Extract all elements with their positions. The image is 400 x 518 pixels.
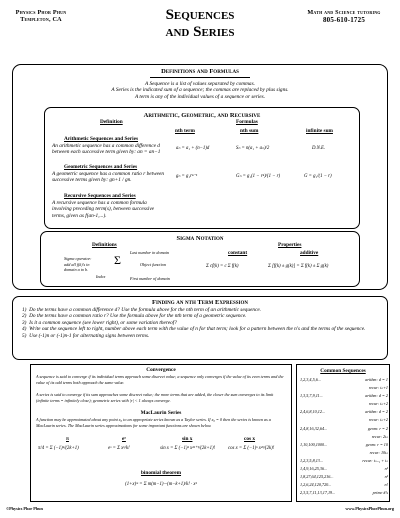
rec-text <box>52 200 182 219</box>
binomial-heading: binomial theorem <box>140 470 182 476</box>
sigma-prop-additive: Σ [f(k) ± g(k)] = Σ f(k) ± Σ g(k) <box>268 264 329 269</box>
geo-infinite-sum: G = g₁/(1 − r) <box>304 174 332 179</box>
agr-col-infinite-sum: infinite sum <box>306 128 333 134</box>
definitions-text <box>40 81 360 100</box>
convergence-heading: Convergence <box>146 367 176 373</box>
nth-q2-text: Do the terms have a common ratio r? Use the formula above for the nth term of a geometric sequence. <box>29 313 247 320</box>
maclaurin-text: A function may be approximated about any point x₀ to an appropriate series known as a Taylor series. If x₀ = 0 then the series is known as a MacLaurin series. The MacLaurin series approximations for some important functions are shown below. <box>36 417 271 428</box>
def-term: A term is any of the individual values of a sequence or series. <box>134 93 266 100</box>
rec-text-1: A recursive sequence has a common formula <box>52 200 147 206</box>
geo-nth-term: gₙ = g₁rⁿ⁻¹ <box>176 174 198 179</box>
common-sequence-row <box>300 449 388 457</box>
company-name: Physics Phor Phun <box>15 9 67 16</box>
common-sequence-description: prime #'s <box>372 490 388 496</box>
formula-ex: eˣ = Σ xᵏ/k! <box>108 446 130 451</box>
sigma-last-number: Last number in domain <box>130 250 169 255</box>
agr-col-nth-sum: nth sum <box>240 128 259 134</box>
phone-number: 805-610-1725 <box>322 16 366 24</box>
sigma-index: Index <box>96 274 106 279</box>
sigma-col-definitions: Definitions <box>92 242 117 248</box>
arith-text-1: An arithmetic sequence has a common difference d <box>52 143 160 149</box>
formula-sin: sin x = Σ (−1)ᵏ x²ᵏ⁺¹/(2k+1)! <box>160 446 216 451</box>
common-sequence-row <box>300 465 388 473</box>
sigma-col-additive: additive <box>300 250 319 256</box>
common-sequence-row <box>300 408 388 416</box>
sigma-col-properties: Properties <box>278 242 302 248</box>
nth-q5: 5) Use (-1)n or (-1)n-1 for alternating signs between terms. <box>22 332 150 339</box>
geo-nth-sum: Gₙ = g₁(1 − rⁿ)/(1 − r) <box>236 174 281 179</box>
nth-q2: 2) Do the terms have a common ratio r? Use the formula above for the nth term of a geometric sequence. <box>22 313 247 320</box>
common-sequence-values: 2,4,8,16,32,64... <box>300 425 328 431</box>
common-sequence-values: 1,3,5,7,9,11... <box>300 393 323 399</box>
geo-title: Geometric Sequences and Series <box>64 164 138 170</box>
lbl-ex: eˣ <box>122 436 126 442</box>
common-sequence-row <box>300 473 388 481</box>
common-sequence-row <box>300 441 388 449</box>
sigma-first-number: First number of domain <box>130 276 170 281</box>
common-sequence-values: 1,2,3,5,8,13... <box>300 457 324 463</box>
lbl-sin: sin x <box>182 436 193 442</box>
rec-title: Recursive Sequences and Series <box>64 193 136 199</box>
common-sequence-description: geom: r = 10 <box>365 441 388 447</box>
sigma-op-2: add all f(k)'s in <box>64 261 90 267</box>
common-sequence-description: recur: tₙ₋₁ + tₙ <box>362 457 388 463</box>
geo-text <box>52 171 172 184</box>
rec-text-3: terms, given as f(an-1,...). <box>52 212 107 219</box>
common-sequence-description: n! <box>384 482 388 488</box>
def-series: A Series is the indicated sum of a sequence; the commas are replaced by plus signs. <box>111 87 289 94</box>
rec-text-2: involving preceding term(s), between successive <box>52 206 155 213</box>
common-sequence-description: arithm: d = 1 <box>365 377 388 382</box>
sigma-symbol: Σ <box>114 253 121 267</box>
def-sequence: A Sequence is a list of values separated by commas. <box>145 81 255 87</box>
arith-text <box>52 143 172 156</box>
nth-q1-text: Do the terms have a common difference d? Use the formula above for the nth term of an arithmetic sequence. <box>29 307 261 313</box>
common-sequence-description: recur: 10tₙ <box>369 449 388 455</box>
heading-underline <box>150 77 250 78</box>
common-sequence-values: 1,2,3,4,5,6... <box>300 377 321 382</box>
agr-col-formulas: Formulas <box>236 119 258 125</box>
convergence-p2: A series is said to converge if its sum approaches some discreet value; the more terms that are added, the closer the sum converges to its limit (infinite terms = infinitely close); geometric series with |r| < 1 always converge. <box>36 392 274 403</box>
nth-q4: 4) Write out the sequence left to right, number above each term with the value of n for that term; look for a pattern between the n's and the terms of the sequence. <box>22 326 366 333</box>
arith-nth-sum: Sₙ = n(a₁ + aₙ)/2 <box>236 146 270 151</box>
common-sequence-description: arithm: d = 2 <box>365 393 388 399</box>
company-location: Templeton, CA <box>20 16 62 23</box>
arith-infinite-sum: D.N.E. <box>312 146 326 151</box>
sigma-object-function: Object function <box>140 262 166 267</box>
title-line-1: Sequences <box>165 7 235 23</box>
common-sequence-row <box>300 376 388 384</box>
common-sequences-list <box>300 376 388 497</box>
footer-website: www.PhysicsPhorPhun.org <box>345 506 394 511</box>
common-sequence-description: recur: 2tₙ <box>371 433 388 439</box>
nth-q4-text: Write out the sequence left to right, number above each term with the value of n for that term; look for a pattern between the n's and the terms of the sequence. <box>29 326 366 333</box>
common-sequence-row <box>300 416 388 424</box>
footer-copyright: ©Physics Phor Phun <box>6 506 43 511</box>
common-sequence-description: arithm: d = 2 <box>365 409 388 415</box>
common-sequence-values: 1,2,6,24,120,720... <box>300 482 332 488</box>
nth-term-heading: Finding an nth Term Expression <box>152 299 248 306</box>
arith-text-2: between each successive term given by: an = an−1 <box>52 149 161 156</box>
formula-binomial: (1+x)ᵐ = Σ m(m−1)···(m−k+1)/k! · xᵏ <box>125 482 197 487</box>
geo-text-1: A geometric sequence has a common ratio r between <box>52 171 164 177</box>
formula-cos: cos x = Σ (−1)ᵏ x²ᵏ/(2k)! <box>228 446 275 451</box>
title-line-2: and Series <box>165 24 235 40</box>
common-sequence-values: 1,8,27,64,125,216... <box>300 474 334 480</box>
sigma-op-3: domain a to b. <box>64 267 89 273</box>
common-sequences-heading: Common Sequences <box>320 368 366 374</box>
common-sequence-description: n² <box>384 466 388 472</box>
common-sequence-row <box>300 425 388 433</box>
common-sequence-values: 2,4,6,8,10,12... <box>300 409 326 415</box>
agr-col-definition: Definition <box>100 119 123 125</box>
common-sequence-description: recur: tₙ+2 <box>368 401 388 407</box>
common-sequence-row <box>300 457 388 465</box>
nth-q3-text: Is it a common sequence (see lower right), or some variation thereof? <box>29 319 177 326</box>
common-sequence-row <box>300 481 388 489</box>
sigma-prop-constant: Σ cf(k) = c Σ f(k) <box>206 264 239 269</box>
maclaurin-heading: MacLaurin Series <box>140 410 182 416</box>
agr-col-nth-term: nth term <box>175 128 195 134</box>
common-sequence-row <box>300 392 388 400</box>
common-sequence-description: geom: r = 2 <box>367 425 388 431</box>
page-title <box>130 7 270 41</box>
arith-title: Arithmetic Sequences and Series <box>64 136 139 142</box>
common-sequence-description: recur: tₙ+2 <box>368 417 388 423</box>
common-sequence-row <box>300 433 388 441</box>
convergence-p1: A sequence is said to converge if its individual terms approach some discreet value; a sequence only converges if the value of its even terms and the value of its odd terms both approach the same value. <box>36 374 284 385</box>
sigma-op-1: Sigma operator: <box>64 256 92 261</box>
common-sequence-values: 1,10,100,1000... <box>300 441 328 447</box>
sigma-heading: Sigma Notation <box>176 235 224 242</box>
lbl-pi: π <box>66 436 69 442</box>
formula-pi: π/4 = Σ (−1)ᵏ/(2k+1) <box>38 446 79 451</box>
nth-q3: 3) Is it a common sequence (see lower right), or some variation thereof? <box>22 319 177 326</box>
common-sequence-row <box>300 384 388 392</box>
definitions-heading: Definitions and Formulas <box>161 68 239 75</box>
agr-heading: Arithmetic, Geometric, and Recursive <box>143 112 261 119</box>
arith-nth-term: aₙ = a₁ + (n−1)d <box>176 146 210 151</box>
nth-q1: 1) Do the terms have a common difference d? Use the formula above for the nth term of an arithmetic sequence. <box>22 307 261 313</box>
common-sequence-row <box>300 489 388 497</box>
header-left <box>6 9 76 23</box>
lbl-cos: cos x <box>244 436 256 442</box>
common-sequence-row <box>300 400 388 408</box>
common-sequence-description: recur: tₙ+1 <box>368 385 388 391</box>
service-name: Math and Science tutoring <box>307 9 381 16</box>
header-right <box>292 9 396 24</box>
sigma-col-constant: constant <box>228 250 248 256</box>
nth-term-list <box>22 307 374 339</box>
common-sequence-description: n³ <box>384 474 388 480</box>
common-sequence-values: 1,4,9,16,25,36... <box>300 466 328 472</box>
common-sequence-values: 2,3,5,7,11,13,17,19... <box>300 490 336 496</box>
geo-text-2: successive terms given by: gn+1 / gn. <box>52 177 132 184</box>
nth-q5-text: Use (-1)n or (-1)n-1 for alternating signs between terms. <box>29 332 150 339</box>
